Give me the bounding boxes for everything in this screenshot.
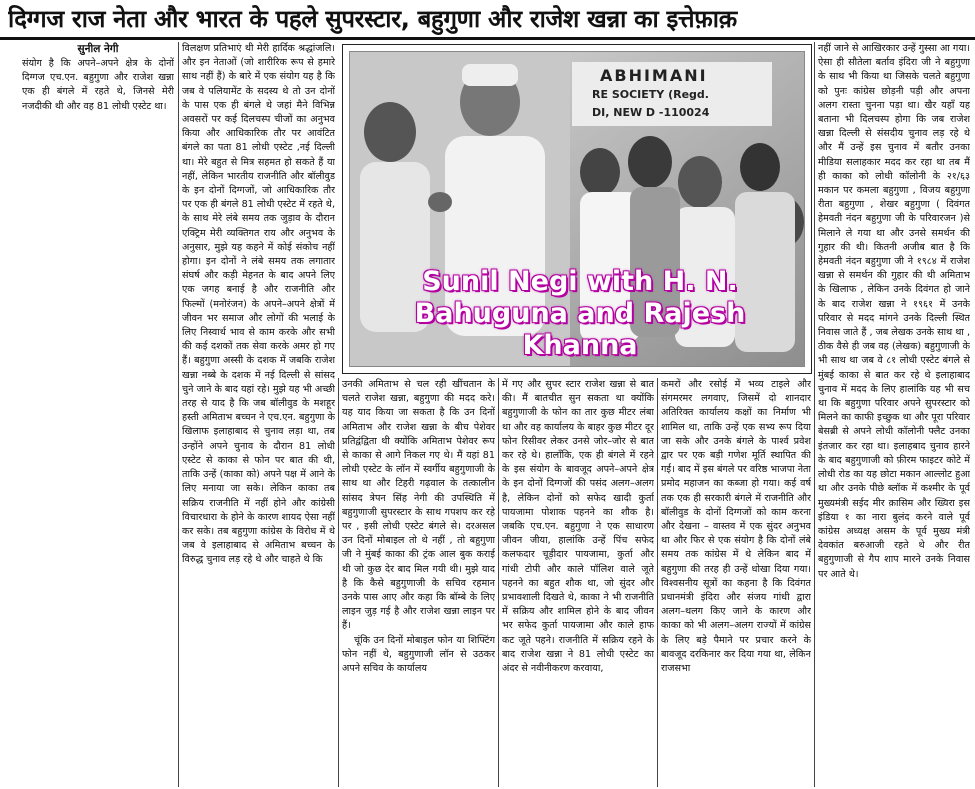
column-divider [178,42,179,787]
column-divider [338,378,339,787]
column-divider [657,378,658,787]
col2-paragraph-1: विलक्षण प्रतिभाएं थी मेरी हार्दिक श्रद्धांजलि। और इन नेताओं (जो शारीरिक रूप से हमारे साथ नहीं हैं) के बारे में एक संयोग यह है कि जब वे पलियामेंट के सदस्य थे तो उन दोनों के पास एक ही बंगले थे जहां मैने विभिन्न अवसरों पर कई दिलचस्प चीजों का अनुभव किया और आधिकारिक तौर पर आवंटित बंगले का पता 81 लोधी एस्टेट ,नई दिल्ली था। मेरे बहुत से मित्र सहमत हो सकते हैं या नहीं, लेकिन भारतीय राजनीति और बॉलीवुड के इन दोनों दिग्गजों, जो आधिकारिक तौर पर एक ही बंगले 81 लोधी एस्टेट में रहते थे, के साथ मेरे लंबे समय तक जुड़ाव के दौरान एक्ट्रिम मेरी व्यक्तिगत राय और अनुभव के अनुसार, मुझे यह कहने में कोई संकोच नहीं होगा। इन दोनों ने लंबे समय तक लगातार संघर्ष और कड़ी मेहनत के बाद अपने लिए एक जगह बनाई है और राजनीति और फिल्मों (मनोरंजन) के अपने–अपने क्षेत्रों में जीवन भर समाज और लोगों की भलाई के लिए निस्वार्थ भाव से काम करके और सभी की कई दशकों तक सेवा करके अमर हो गए हैं। बहुगुणा अस्सी के दशक में जबकि राजेश खन्ना नब्बे के दशक में नई दिल्ली से सांसद चुने जाने के बाद यहां रहे। मुझे यह भी अच्छी तरह से याद है कि जब बॉलीवुड के मशहूर हस्ती अमिताभ बच्चन ने एच.एन. बहुगुणा के खिलाफ इलाहाबाद से चुनाव लड़ा था, तब उन्होंने अपने चुनाव के दौरान 81 लोधी एस्टेट से काका से फोन पर बात की थी, ताकि उन्हें (काका को) अपने पक्ष में आने के लिए मनाया जा सके। लेकिन काका तब सक्रिय राजनीति में नहीं होने और कांग्रेसी विचारधारा के होने के कारण शायद ऐसा नहीं कर सके। तब बहुगुणा कांग्रेस के विरोध में थे जब वे इलाहाबाद से अमिताभ बच्चन के विरुद्ध चुनाव लड़ रहे थे और चाहते थे कि [182,43,335,566]
photo-image [349,51,805,367]
photo-caption: Sunil Negi with H. N. Bahuguna and Rajesh Khanna [414,266,746,361]
article-column-4 [502,378,654,787]
article-column-5 [661,378,811,787]
col6-paragraph-1: नहीं जाने से आखिरकार उन्हें गुस्सा आ गया। ऐसा ही सौतेला बर्ताव इंदिरा जी ने बहुगुणा के साथ भी किया था जिसके चलते बहुगुणा को पुनः कांग्रेस छोड़नी पड़ी और अपना अलग रास्ता चुनना पड़ा था। खैर यहाँ यह बताना भी दिलचस्प होगा कि जब राजेश खन्ना दिल्ली से संसदीय चुनाव लड़ रहे थे और मैं उन्हें इस चुनाव में बतौर उनका मीडिया सलाहकार मदद कर रहा था तब मैं ही काका को लोधी कॉलोनी के २१/६३ मकान पर कमला बहुगुणा , विजय बहुगुणा रीता बहुगुणा , शेखर बहुगुणा ( दिवंगत हेमवती नंदन बहुगुणा जी के परिवारजन )से मिलाने ले गया था और उनसे समर्थन की गुहार की थी। कितनी अजीब बात है कि हेमवती नंदन बहुगुणा जी ने १९८४ में राजेश खन्ना से समर्थन की गुहार की थी अमिताभ के खिलाफ , लेकिन उनके दिवंगत हो जाने के बाद राजेश खन्ना ने १९६१ में उनके परिवार से मदद मांगने उनके दिल्ली स्थित निवास जाते हैं , जब लेखक उनके साथ था , ठीक वैसे ही जब वह (लेखक) बहुगुणाजी के भी साथ था जब वे ८१ लोधी एस्टेट बंगले से मुंबई काका से बात कर रहे थे इलाहाबाद चुनाव में मदद के लिए हालांकि यह भी सच था कि बहुगुणा परिवार अपने सुपरस्टार को मिलने का काफी इच्छुक था और पूरा परिवार बेसब्री से अपने लोधी कॉलोनी फ्लैट उनका इंतजार कर रहा था। इलाहबाद चुनाव हारने के बाद बहुगुणाजी को फ़ीरम फाइटर कोटे में लोधी रोड का यह छोटा मकान आल्लोट हुआ था और उनके पीछे ब्लॉक में कश्मीर के पूर्व मुख्यमंत्री सईद मीर क़ासिम और ख्यिरा इस इंडिया १ का नारा बुलंद करने वाले पूर्व कांग्रेस अध्यक्ष असम के पूर्व मुख्य मंत्री देवकांत बरुआजी रहते थे और रीत बहुगुणाजी से गैप शाप मारने उनके निवास पर आते थे। [818,43,970,580]
sign-line-2: RE SOCIETY (Regd. [592,88,709,101]
col3-paragraph-1: उनकी अमिताभ से चल रही खींचतान के चलते राजेश खन्ना, बहुगुणा की मदद करे। यह याद किया जा सकता है कि उन दिनों अमिताभ और राजेश खन्ना के बीच पेशेवर प्रतिद्वंद्विता थी क्योंकि अमिताभ पेशेवर रूप से काका से आगे निकल गए थे। मैं यहां 81 लोधी एस्टेट के लॉन में स्वर्गीय बहुगुणाजी के साथ था और टिहरी गढ़वाल के तत्कालीन सांसद त्रेपन सिंह नेगी की उपस्थिति में बहुगुणाजी सुपरस्टार के साथ गपशप कर रहे पर , इसी लोधी एस्टेट बंगले से। दरअसल उन दिनों मोबाइल तो थे नहीं , तो बहुगुणा जी ने मुंबई काका की ट्रंक आल बुक कराई थी जो कुछ देर बाद मिल गयी थी। मुझे याद है कि कैसे बहुगुणाजी के सचिव रहमान उनके पास आए और कहा कि बॉम्बे के लिए लाइन जुड़ गई है और राजेश खन्ना लाइन पर हैं। [342,379,495,632]
col3-paragraph-2: चूंकि उन दिनों मोबाइल फोन या शिफ्टिंग फोन नहीं थे, बहुगुणाजी लॉन से उठकर अपने सचिव के कार्यालय [342,634,495,675]
sign-line-3: DI, NEW D -110024 [592,106,710,119]
article-column-6 [818,42,970,787]
column-divider [498,378,499,787]
article-column-3 [342,378,495,787]
col5-paragraph-1: कमरों और रसोई में भव्य टाइले और संगमरमर लगवाए, जिसमें दो शानदार अतिरिक्त कार्यालय कक्षों का निर्माण भी शामिल था, ताकि उन्हें एक सभ्य रूप दिया जा सके और उनके बंगले के पार्श्व प्रवेश द्वार पर एक बड़ी गणेश मूर्ति स्थापित की गई। बाद में इस बंगले पर वरिष्ठ भाजपा नेता प्रमोद महाजन का कब्जा हो गया। कई वर्ष तक एक ही सरकारी बंगले में राजनीति और बॉलीवुड के दोनों दिग्गजों को काम करना और देखना – वास्तव में एक सुंदर अनुभव था और फिर से एक संयोग है कि दोनों लंबे समय तक कांग्रेस में थे लेकिन बाद में बहुगुणा की तरह ही उन्हें धोखा दिया गया। विश्वसनीय सूत्रों का कहना है कि दिवंगत प्रधानमंत्री इंदिरा और संजय गांधी द्वारा अलग–थलग किए जाने के कारण और काका को भी अलग–अलग राज्यों में कांग्रेस के लिए बड़े पैमाने पर प्रचार करने के बावजूद दरकिनार कर दिया गया था, लेकिन राजसभा [661,379,811,675]
article-column-1 [22,42,174,787]
headline-rule [0,37,975,40]
article-column-2 [182,42,335,787]
article-photo [342,44,812,374]
sign-line-1: ABHIMANI [600,66,708,85]
banner-sign [572,62,772,126]
headline: दिग्गज राज नेता और भारत के पहले सुपरस्टार, बहुगुणा और राजेश खन्ना का इत्तेफ़ाक़ [8,5,737,33]
col4-paragraph-1: में गए और सुपर स्टार राजेश खन्ना से बात की। मैं बातचीत सुन सकता था क्योंकि बहुगुणाजी के फोन का तार कुछ मीटर लंबा था और वह कार्यालय के बाहर कुछ मीटर दूर फोन रिसीवर लेकर उनसे जोर–जोर से बात कर रहे थे। हालाँकि, एक ही बंगले में रहने के इस संयोग के बावजूद अपने–अपने क्षेत्र के इन दोनों दिग्गजों की पसंद अलग–अलग है, लेकिन दोनों को सफेद खादी कुर्ता पायजामा पोशाक पहनने का शौक है। जबकि एच.एन. बहुगुणा ने एक साधारण जीवन जीया, हालांकि उन्हें पिंच सफेद कलफदार चूड़ीदार पायजामा, कुर्ता और गांधी टोपी और काले पॉलिश वाले जूते पहनने का बहुत शौक था, जो सुंदर और प्रभावशाली दिखते थे, काका ने भी राजनीति में सक्रिय और शामिल होने के बाद जीवन भर सफेद कुर्ता पायजामा और काले हाफ कट जूते पहने। राजनीति में सक्रिय रहने के बाद राजेश खन्ना ने 81 लोधी एस्टेट का अंदर से नवीनीकरण करवाया, [502,379,654,675]
col1-paragraph-1: संयोग है कि अपने–अपने क्षेत्र के दोनों दिग्गज एच.एन. बहुगुणा और राजेश खन्ना एक ही बंगले में रहते थे, जिनसे मेरी नजदीकी थी और वह 81 लोधी एस्टेट था। [22,58,174,112]
byline: सुनील नेगी [77,43,119,55]
column-divider [814,42,815,787]
